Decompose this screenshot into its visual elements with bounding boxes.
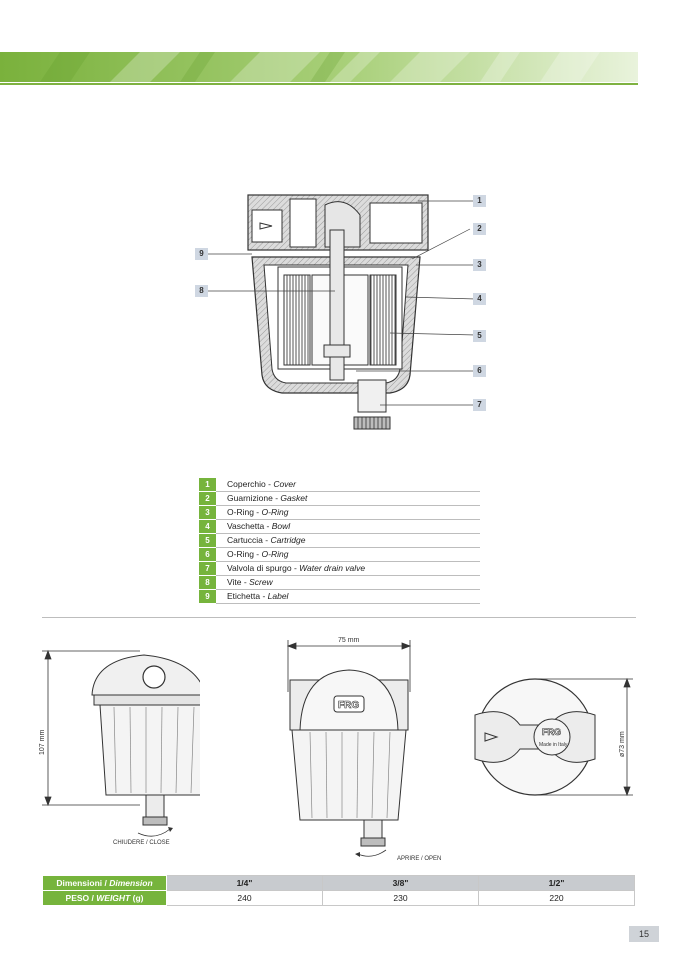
cross-section-drawing <box>190 185 500 440</box>
callout-8: 8 <box>195 285 208 297</box>
callout-9: 9 <box>195 248 208 260</box>
part-row <box>199 520 480 534</box>
part-row <box>199 562 480 576</box>
table-row <box>43 876 635 891</box>
parts-list <box>199 478 480 604</box>
table-row <box>43 891 635 906</box>
part-row <box>199 590 480 604</box>
part-number: 7 <box>199 562 216 576</box>
weight-cell: 230 <box>323 891 479 906</box>
width-dimension: 75 mm <box>338 637 360 644</box>
part-name: O-Ring - O-Ring <box>227 549 289 559</box>
callout-3: 3 <box>473 259 486 271</box>
part-name: Vaschetta - Bowl <box>227 521 291 531</box>
size-cell: 1/4" <box>167 876 323 891</box>
part-number: 3 <box>199 506 216 520</box>
height-dimension: 107 mm <box>39 729 46 755</box>
part-name: Coperchio - Cover <box>227 479 296 489</box>
made-in-italy: Made in Italy <box>539 742 568 748</box>
part-row <box>199 506 480 520</box>
header-rule <box>0 83 638 85</box>
section-divider <box>42 617 636 618</box>
part-name: Valvola di spurgo - Water drain valve <box>227 563 366 573</box>
callout-1: 1 <box>473 195 486 207</box>
top-view-drawing <box>465 675 640 805</box>
part-number: 2 <box>199 492 216 506</box>
front-view-drawing <box>280 632 420 862</box>
part-row <box>199 492 480 506</box>
part-row <box>199 576 480 590</box>
weight-label: PESO / WEIGHT (g) <box>43 891 167 906</box>
top-logo: FRG <box>542 727 561 737</box>
header-band <box>0 52 638 82</box>
callout-2: 2 <box>473 223 486 235</box>
close-label: CHIUDERE / CLOSE <box>113 840 170 846</box>
part-row <box>199 534 480 548</box>
part-row <box>199 478 480 492</box>
dimension-label: Dimensioni / Dimension <box>43 876 167 891</box>
part-number: 9 <box>199 590 216 604</box>
part-number: 1 <box>199 478 216 492</box>
size-cell: 1/2" <box>479 876 635 891</box>
front-logo: FRG <box>338 700 360 711</box>
part-name: Guarnizione - Gasket <box>227 493 308 503</box>
part-row <box>199 548 480 562</box>
callout-6: 6 <box>473 365 486 377</box>
part-name: O-Ring - O-Ring <box>227 507 289 517</box>
side-view-drawing <box>30 645 200 850</box>
callout-5: 5 <box>473 330 486 342</box>
diameter-dimension: ø73 mm <box>619 731 626 757</box>
weight-cell: 240 <box>167 891 323 906</box>
size-cell: 3/8" <box>323 876 479 891</box>
part-name: Etichetta - Label <box>227 591 289 601</box>
page-number: 15 <box>629 926 659 942</box>
spec-table <box>42 875 635 906</box>
weight-cell: 220 <box>479 891 635 906</box>
part-number: 6 <box>199 548 216 562</box>
part-name: Vite - Screw <box>227 577 273 587</box>
part-number: 8 <box>199 576 216 590</box>
part-number: 5 <box>199 534 216 548</box>
part-name: Cartuccia - Cartridge <box>227 535 306 545</box>
part-number: 4 <box>199 520 216 534</box>
callout-7: 7 <box>473 399 486 411</box>
open-label: APRIRE / OPEN <box>397 856 442 862</box>
callout-4: 4 <box>473 293 486 305</box>
